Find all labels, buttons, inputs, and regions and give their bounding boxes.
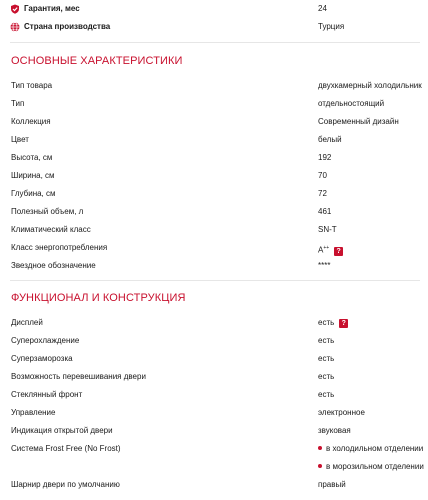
spec-label: Дисплей [11,318,43,327]
shield-check-icon [10,4,20,14]
spec-row [0,368,428,386]
spec-label: Звездное обозначение [11,261,96,270]
spec-value: есть [318,390,335,399]
spec-value: 461 [318,207,332,216]
spec-row [0,149,428,167]
spec-value: звуковая [318,426,351,435]
spec-value-text: в морозильном отделении [326,462,424,471]
spec-label: Гарантия, мес [24,4,80,13]
spec-value: SN-T [318,225,337,234]
spec-value [318,314,348,332]
spec-label: Полезный объем, л [11,207,84,216]
divider [10,42,420,43]
spec-row [0,221,428,239]
spec-value: Современный дизайн [318,117,399,126]
energy-class: A [318,245,324,255]
spec-label: Управление [11,408,56,417]
spec-row [0,386,428,404]
spec-row [0,422,428,440]
spec-value: отдельностоящий [318,99,385,108]
spec-value: есть [318,372,335,381]
spec-label: Высота, см [11,153,53,162]
section-title-functional: ФУНКЦИОНАЛ И КОНСТРУКЦИЯ [11,292,186,304]
spec-value: 24 [318,4,327,13]
spec-value: электронное [318,408,365,417]
spec-label: Система Frost Free (No Frost) [11,444,121,453]
spec-label: Стеклянный фронт [11,390,83,399]
spec-value: Турция [318,22,345,31]
spec-row [0,185,428,203]
help-icon[interactable]: ? [334,247,343,256]
spec-label: Возможность перевешивания двери [11,372,146,381]
spec-row [0,257,428,275]
spec-row [0,131,428,149]
spec-label: Суперзаморозка [11,354,73,363]
spec-label: Тип товара [11,81,53,90]
spec-row [0,167,428,185]
section-title-main: ОСНОВНЫЕ ХАРАКТЕРИСТИКИ [11,55,183,67]
spec-row [0,113,428,131]
bullet-icon [318,446,322,450]
spec-value: правый [318,480,346,489]
spec-row [0,332,428,350]
spec-label: Класс энергопотребления [11,243,108,252]
energy-class-suffix: ++ [323,245,330,251]
spec-row-country [0,18,428,36]
spec-value: 192 [318,153,332,162]
spec-label: Ширина, см [11,171,55,180]
spec-row [0,350,428,368]
spec-row [0,203,428,221]
spec-label: Цвет [11,135,29,144]
globe-icon [10,22,20,32]
spec-value: есть [318,354,335,363]
divider [10,280,420,281]
spec-value: белый [318,135,342,144]
spec-row [0,77,428,95]
spec-value-text: есть [318,318,335,327]
spec-label: Шарнир двери по умолчанию [11,480,120,489]
spec-label: Тип [11,99,25,108]
help-icon[interactable]: ? [339,319,348,328]
spec-value: **** [318,261,331,270]
spec-row [0,239,428,257]
spec-value: 70 [318,171,327,180]
spec-row [0,404,428,422]
spec-row [0,440,428,458]
spec-value [318,458,424,476]
spec-label: Индикация открытой двери [11,426,113,435]
spec-label: Глубина, см [11,189,56,198]
spec-row-continued [0,458,428,476]
spec-label: Суперохлаждение [11,336,80,345]
spec-row [0,95,428,113]
spec-value-text: в холодильном отделении [326,444,424,453]
spec-value [318,440,423,458]
bullet-icon [318,464,322,468]
spec-label: Коллекция [11,117,51,126]
spec-label: Страна производства [24,22,111,31]
spec-value: есть [318,336,335,345]
spec-value: двухкамерный холодильник [318,81,422,90]
spec-row [0,476,428,494]
spec-value: 72 [318,189,327,198]
spec-row [0,314,428,332]
spec-row-warranty [0,0,428,18]
spec-label: Климатический класс [11,225,91,234]
